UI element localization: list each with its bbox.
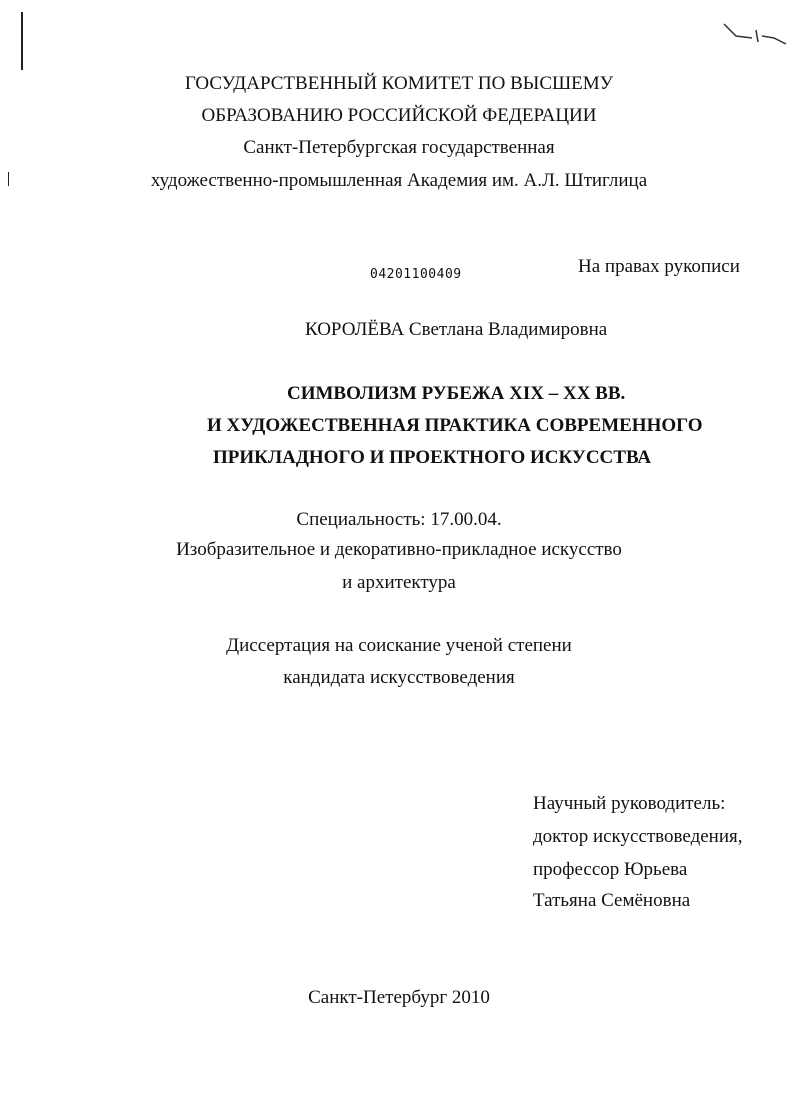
supervisor-line-2: профессор Юрьева xyxy=(533,859,688,880)
place-year: Санкт-Петербург 2010 xyxy=(308,987,490,1008)
title-line-2: И ХУДОЖЕСТВЕННАЯ ПРАКТИКА СОВРЕМЕННОГО xyxy=(207,415,703,436)
title-line-1: СИМВОЛИЗМ РУБЕЖА XIX – XX ВВ. xyxy=(287,383,626,404)
author-name: КОРОЛЁВА Светлана Владимировна xyxy=(305,319,608,340)
specialty-line-3: и архитектура xyxy=(342,572,456,593)
scan-mark xyxy=(21,12,23,70)
registration-number: 04201100409 xyxy=(370,267,462,282)
header-line-1: ГОСУДАРСТВЕННЫЙ КОМИТЕТ ПО ВЫСШЕМУ xyxy=(184,73,614,94)
header-line-4: художественно-промышленная Академия им. А.Л. Штиглица xyxy=(150,170,648,191)
supervisor-line-1: доктор искусствоведения, xyxy=(533,826,743,847)
handwritten-mark xyxy=(718,14,790,50)
specialty-line-1: Специальность: 17.00.04. xyxy=(296,509,502,530)
specialty-line-2: Изобразительное и декоративно-прикладное искусство xyxy=(176,539,622,560)
header-line-2: ОБРАЗОВАНИЮ РОССИЙСКОЙ ФЕДЕРАЦИИ xyxy=(201,105,597,126)
header-line-3: Санкт-Петербургская государственная xyxy=(243,137,555,158)
supervisor-label: Научный руководитель: xyxy=(533,793,726,814)
degree-line-1: Диссертация на соискание ученой степени xyxy=(226,635,572,656)
degree-line-2: кандидата искусствоведения xyxy=(283,667,515,688)
manuscript-note: На правах рукописи xyxy=(578,256,740,277)
title-line-3: ПРИКЛАДНОГО И ПРОЕКТНОГО ИСКУССТВА xyxy=(213,447,652,468)
supervisor-line-3: Татьяна Семёновна xyxy=(533,890,691,911)
